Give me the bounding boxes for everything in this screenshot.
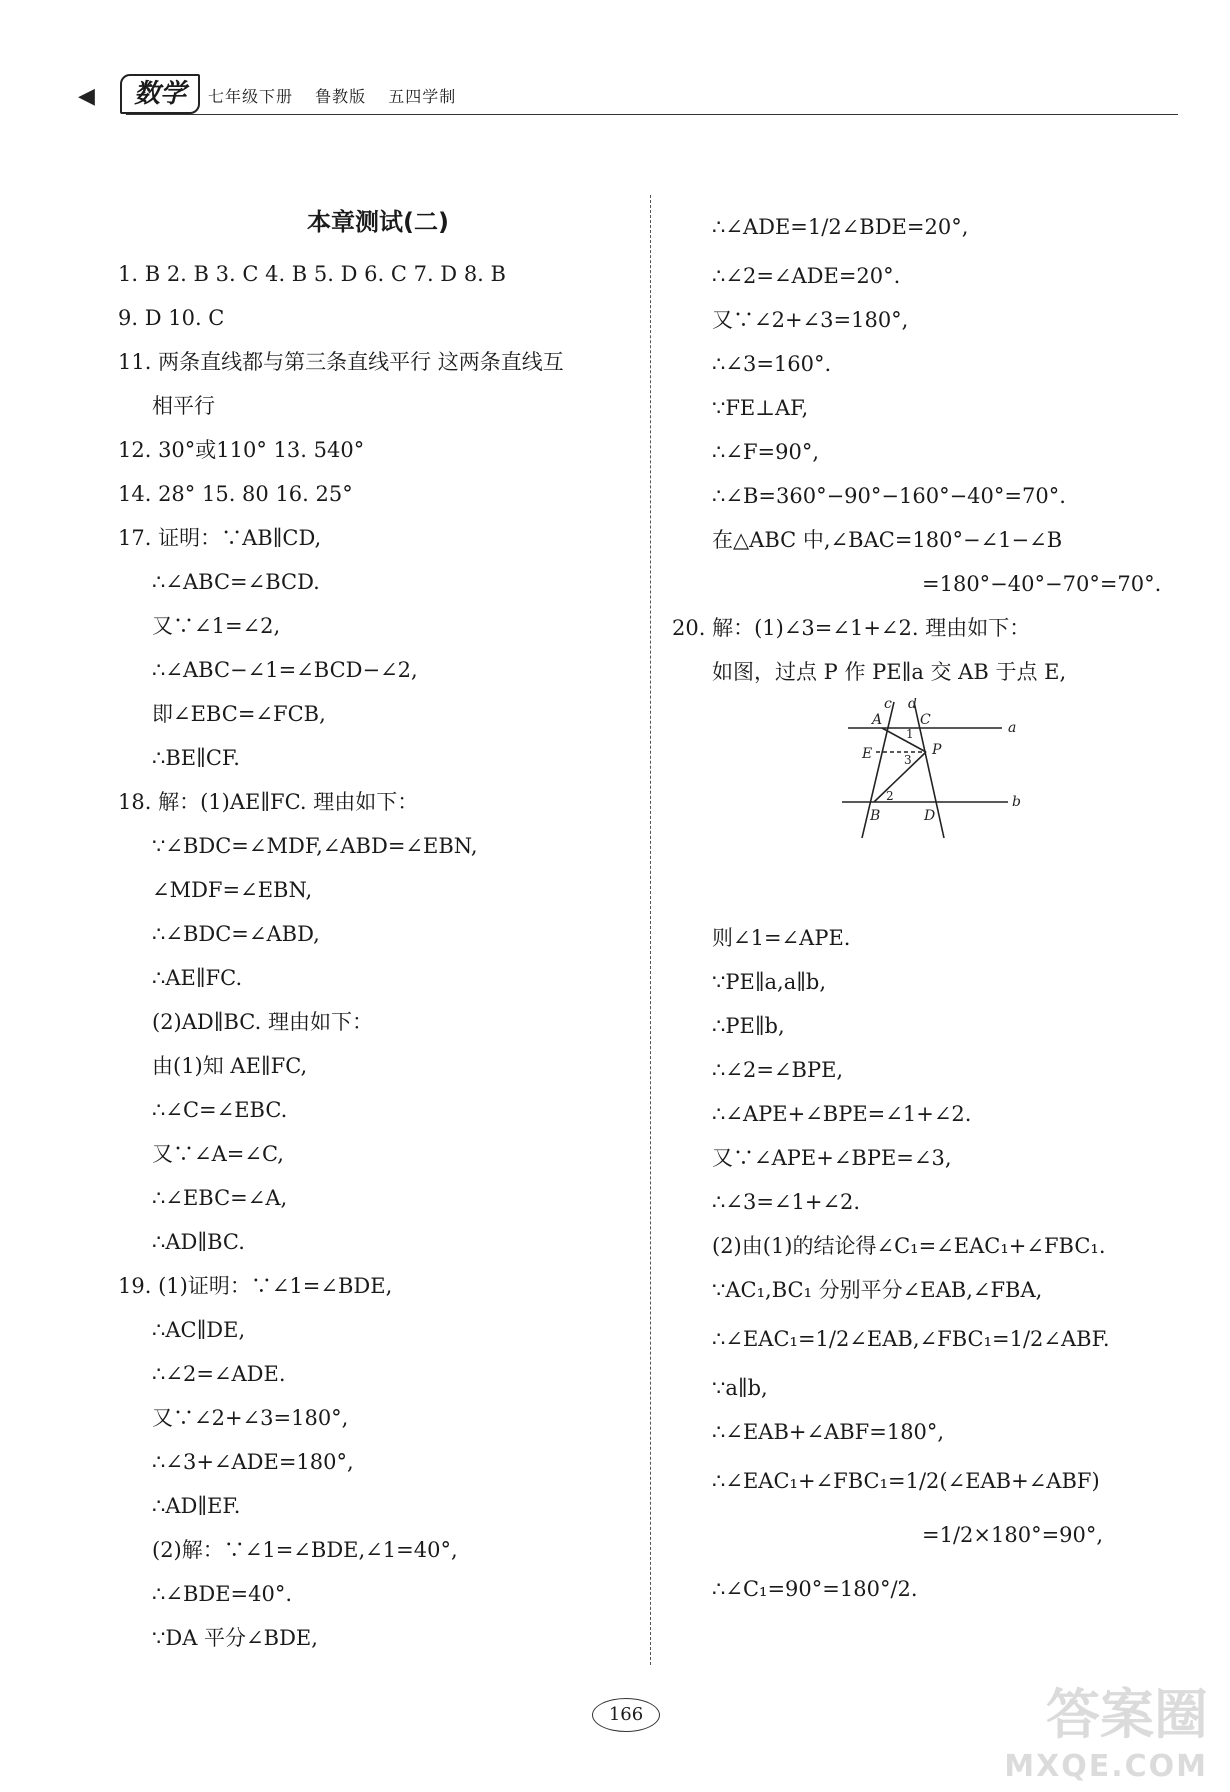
answer-line: ∴∠APE+∠BPE=∠1+∠2. [712,1102,972,1126]
answer-line: ∵∠BDC=∠MDF,∠ABD=∠EBN, [152,834,478,858]
answer-line: ∴AD∥BC. [152,1230,245,1254]
answer-line: ∴∠ABC=∠BCD. [152,570,320,594]
answer-line: 如图，过点 P 作 PE∥a 交 AB 于点 E, [712,660,1067,684]
answer-line: (2)解：∵∠1=∠BDE,∠1=40°, [152,1538,458,1562]
answer-line: ∵DA 平分∠BDE, [152,1626,318,1650]
answer-line: 又∵∠2+∠3=180°, [712,308,909,332]
answer-line: ∴∠2=∠BPE, [712,1058,844,1082]
watermark-logo: 答案圈 [1046,1683,1208,1746]
answer-line: ∴∠2=∠ADE. [152,1362,286,1386]
answer-line: (2)AD∥BC. 理由如下： [152,1010,373,1034]
answer-line: 20. 解：(1)∠3=∠1+∠2. 理由如下： [672,616,1031,640]
answer-line: 1. B 2. B 3. C 4. B 5. D 6. C 7. D 8. B [118,262,506,286]
answer-line: 又∵∠1=∠2, [152,614,281,638]
label-d: d [908,698,917,712]
answer-line: ∴∠ADE=1/2∠BDE=20°, [712,215,969,239]
chapter-test-title: 本章测试(二) [307,208,449,236]
column-divider [650,195,651,1665]
parallel-lines-figure [842,698,1022,848]
header-system: 五四学制 [388,87,457,106]
answer-line: 11. 两条直线都与第三条直线平行 这两条直线互 [118,350,564,374]
answer-line: ∴∠F=90°, [712,440,820,464]
answer-line: (2)由(1)的结论得∠C₁=∠EAC₁+∠FBC₁. [712,1234,1106,1258]
answer-line: ∴∠3=∠1+∠2. [712,1190,861,1214]
answer-line: ∵FE⊥AF, [712,396,809,420]
page-number: 166 [592,1698,660,1732]
answer-line: 18. 解：(1)AE∥FC. 理由如下： [118,790,419,814]
label-A: A [872,712,883,728]
answer-line: ∴∠ABC−∠1=∠BCD−∠2, [152,658,418,682]
answer-line: ∴AE∥FC. [152,966,243,990]
answer-line: 由(1)知 AE∥FC, [152,1054,308,1078]
header-info [208,84,472,107]
answer-line: ∴AC∥DE, [152,1318,246,1342]
answer-line: ∴∠2=∠ADE=20°. [712,264,901,288]
header-arrow-icon: ◀ [78,84,95,109]
answer-line: ∴∠EAC₁=1/2∠EAB,∠FBC₁=1/2∠ABF. [712,1327,1110,1351]
geometry-diagram [712,698,1182,908]
answer-line: 又∵∠A=∠C, [152,1142,284,1166]
answer-line: ∴∠BDE=40°. [152,1582,293,1606]
answer-line: 12. 30°或110° 13. 540° [118,438,365,462]
answer-line: 则∠1=∠APE. [712,926,851,950]
answer-line: ∴∠C₁=90°=180°/2. [712,1577,918,1601]
answer-line: ∴PE∥b, [712,1014,785,1038]
subject-logo: 数学 [120,74,200,114]
header-grade: 七年级下册 [208,87,294,106]
label-b: b [1012,794,1021,810]
answer-line: ∵AC₁,BC₁ 分别平分∠EAB,∠FBA, [712,1278,1043,1302]
answer-line: ∴∠C=∠EBC. [152,1098,288,1122]
answer-line: 相平行 [152,394,215,418]
label-E: E [862,746,873,762]
answer-line: =180°−40°−70°=70°. [922,572,1162,596]
page-header [78,74,1178,118]
answer-line: ∴∠EAC₁+∠FBC₁=1/2(∠EAB+∠ABF) [712,1469,1100,1493]
answer-line: ∴∠EAB+∠ABF=180°, [712,1420,945,1444]
answer-line: ∵a∥b, [712,1376,768,1400]
header-rule [126,114,1178,115]
answer-line: ∴∠3=160°. [712,352,832,376]
answer-line: ∴∠EBC=∠A, [152,1186,288,1210]
left-column [118,200,638,1660]
label-D: D [924,808,936,824]
answer-line: =1/2×180°=90°, [922,1523,1104,1547]
answer-line: 9. D 10. C [118,306,225,330]
answer-line: ∠MDF=∠EBN, [152,878,313,902]
answer-line: 在△ABC 中,∠BAC=180°−∠1−∠B [712,528,1063,552]
angle-3-label: 3 [904,753,912,767]
answer-line: ∴∠B=360°−90°−160°−40°=70°. [712,484,1066,508]
label-a: a [1008,720,1017,736]
answer-line: ∵PE∥a,a∥b, [712,970,827,994]
angle-1-label: 1 [906,727,914,741]
answer-line: 即∠EBC=∠FCB, [152,702,326,726]
answer-line: 19. (1)证明：∵∠1=∠BDE, [118,1274,393,1298]
label-C: C [920,712,931,728]
answer-line: ∴∠BDC=∠ABD, [152,922,320,946]
right-column [672,200,1182,1616]
answer-line: ∴BE∥CF. [152,746,240,770]
label-c: c [884,698,892,712]
answer-line: 又∵∠APE+∠BPE=∠3, [712,1146,952,1170]
answer-line: 17. 证明：∵AB∥CD, [118,526,322,550]
answer-line: ∴AD∥EF. [152,1494,241,1518]
answer-line: ∴∠3+∠ADE=180°, [152,1450,354,1474]
angle-2-label: 2 [886,789,894,803]
header-edition: 鲁教版 [315,87,367,106]
watermark [1004,1672,1208,1784]
label-P: P [932,742,942,758]
watermark-url: MXQE.COM [1004,1749,1208,1784]
label-B: B [870,808,881,824]
answer-line: 又∵∠2+∠3=180°, [152,1406,349,1430]
answer-line: 14. 28° 15. 80 16. 25° [118,482,353,506]
